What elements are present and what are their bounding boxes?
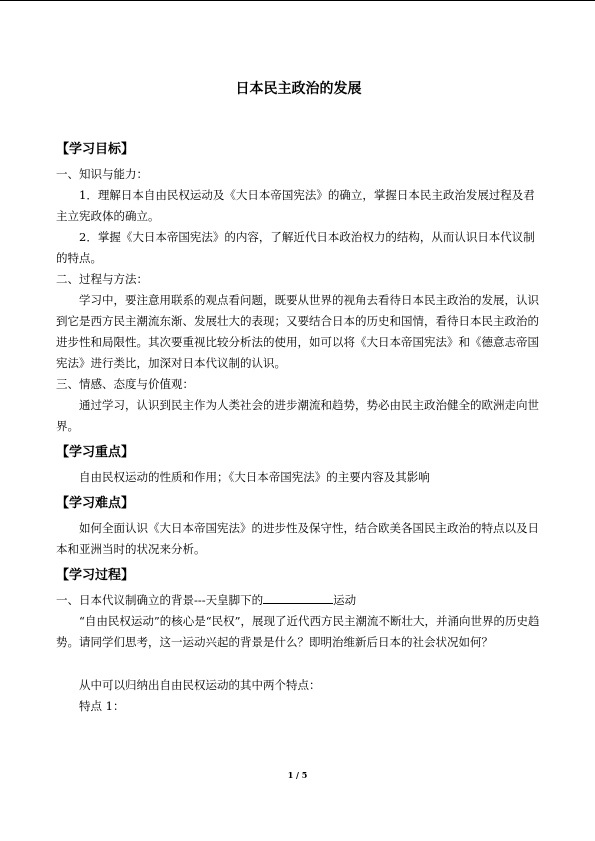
process-question-1-text: 一、日本代议制确立的背景---天皇脚下的 [56,593,264,607]
goals-heading: 【学习目标】 [56,142,135,157]
header-rule [0,0,595,1]
key-paragraph: 自由民权运动的性质和作用；《大日本帝国宪法》的主要内容及其影响 [79,470,430,484]
goal3-heading: 三、情感、态度与价值观： [56,377,194,391]
difficult-paragraph: 如何全面认识《大日本帝国宪法》的进步性及保守性，结合欧美各国民主政治的特点以及日本和亚洲当时的状况来分析。 [56,521,539,556]
key-heading: 【学习重点】 [56,445,135,460]
process-paragraph-2: 从中可以归纳出自由民权运动的其中两个特点： [79,678,321,692]
process-paragraph-3: 特点 1： [79,699,125,713]
goal1-paragraph-1: 1．理解日本自由民权运动及《大日本帝国宪法》的确立，掌握日本民主政治发展过程及君主立宪政体的确立。 [56,188,535,223]
goal3-paragraph-1: 通过学习，认识到民主作为人类社会的进步潮流和趋势，势必由民主政治健全的欧洲走向世界。 [56,398,539,433]
goal2-paragraph-1: 学习中，要注意用联系的观点看问题，既要从世界的视角去看待日本民主政治的发展，认识到它是西方民主潮流东渐、发展壮大的表现；又要结合日本的历史和国情，看待日本民主政治的进步性和局限性。其次要重视比较分析法的使用，如可以将《大日本帝国宪法》和《德意志帝国宪法》进行类比，加深对日本代议制的认识。 [56,293,539,370]
goal2-heading: 二、过程与方法： [56,272,148,286]
difficult-heading: 【学习难点】 [56,496,135,511]
process-heading: 【学习过程】 [56,568,135,583]
goal1-paragraph-2: 2．掌握《大日本帝国宪法》的内容，了解近代日本政治权力的结构，从而认识日本代议制的特点。 [56,230,535,265]
page-title: 日本民主政治的发展 [235,81,362,97]
process-question-1-suffix: 运动 [333,593,357,607]
process-paragraph-1: “自由民权运动”的核心是“民权”，展现了近代西方民主潮流不断壮大，并涌向世界的历史趋势。请同学们思考，这一运动兴起的背景是什么？即明治维新后日本的社会状况如何？ [56,614,540,649]
goal1-heading: 一、知识与能力： [56,167,148,181]
page-number: 1 / 5 [287,770,308,780]
process-question-1 [56,590,541,611]
document-page [56,78,541,717]
answer-space [56,653,541,675]
fill-in-blank[interactable] [263,591,333,604]
